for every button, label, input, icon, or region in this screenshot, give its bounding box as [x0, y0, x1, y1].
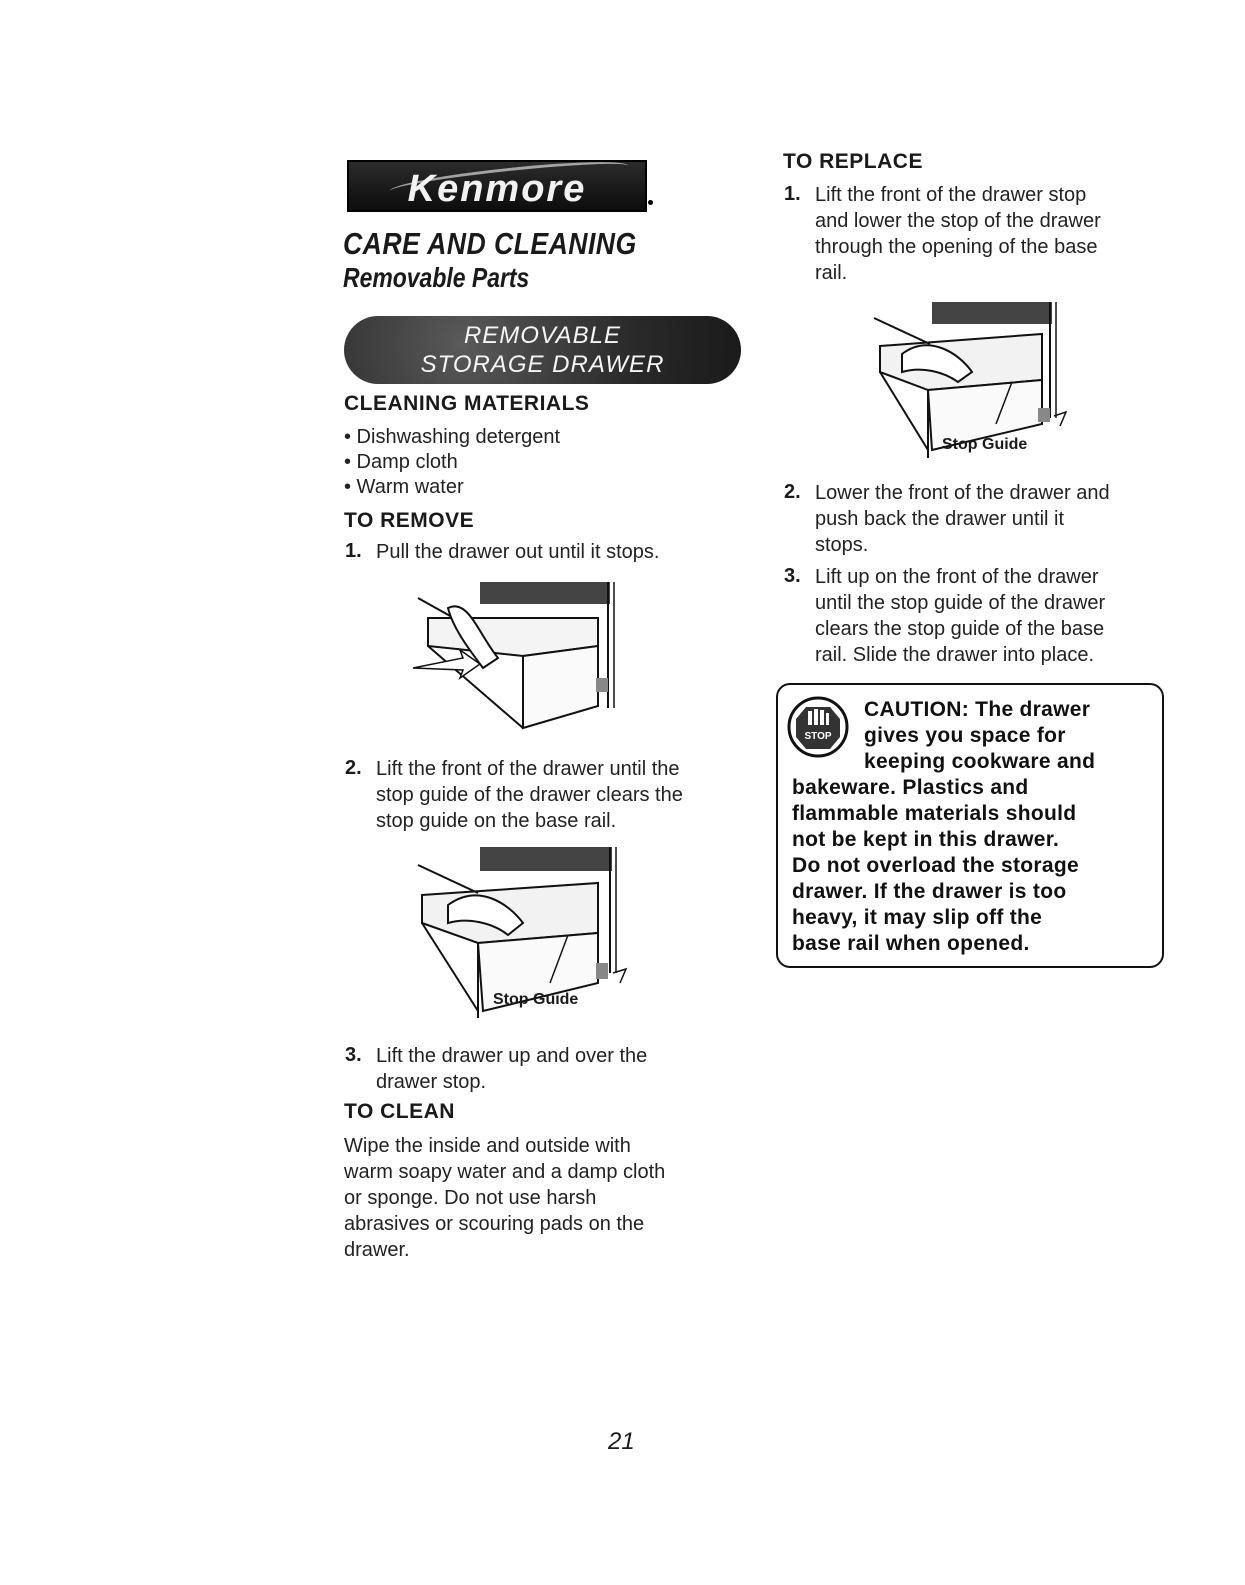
- logo-trademark-dot: [648, 200, 653, 205]
- replace-step-2-line: push back the drawer until it: [815, 508, 1065, 530]
- remove-step-2-line: Lift the front of the drawer until the: [376, 758, 680, 780]
- replace-step-3-line: rail. Slide the drawer into place.: [815, 644, 1095, 666]
- caution-line: keeping cookware and: [864, 750, 1096, 773]
- page-subtitle: Removable Parts: [343, 262, 530, 293]
- replace-step-3-number: 3.: [784, 565, 801, 587]
- logo-wordmark: Kenmore: [407, 168, 587, 210]
- caution-line: not be kept in this drawer.: [792, 828, 1060, 851]
- remove-step-3-line: Lift the drawer up and over the: [376, 1045, 648, 1067]
- caution-line: gives you space for: [864, 724, 1066, 747]
- replace-step-1-number: 1.: [784, 183, 801, 205]
- caution-box: [776, 683, 1164, 968]
- replace-step-2-line: Lower the front of the drawer and: [815, 482, 1110, 504]
- clean-line: abrasives or scouring pads on the: [344, 1213, 645, 1235]
- stop-sign-text: STOP: [804, 731, 832, 742]
- stop-guide-label: Stop Guide: [942, 436, 1028, 453]
- stop-hand-icon: [786, 695, 850, 759]
- banner-line-2: STORAGE DRAWER: [420, 351, 665, 378]
- replace-heading: TO REPLACE: [783, 150, 923, 173]
- replace-step-3-line: clears the stop guide of the base: [815, 618, 1105, 640]
- banner-line-1: REMOVABLE: [463, 322, 622, 349]
- drawer-pull-illustration: [408, 578, 638, 738]
- remove-heading: TO REMOVE: [344, 509, 475, 532]
- replace-step-1-line: rail.: [815, 262, 848, 284]
- caution-line: heavy, it may slip off the: [792, 906, 1043, 929]
- kenmore-logo: [347, 160, 647, 212]
- remove-step-3-number: 3.: [345, 1044, 362, 1066]
- caution-line: CAUTION: The drawer: [864, 698, 1091, 721]
- replace-step-3-line: Lift up on the front of the drawer: [815, 566, 1099, 588]
- section-banner: [344, 316, 741, 384]
- remove-step-2-line: stop guide of the drawer clears the: [376, 784, 683, 806]
- replace-step-2-number: 2.: [784, 481, 801, 503]
- caution-line: drawer. If the drawer is too: [792, 880, 1067, 903]
- replace-step-1-line: through the opening of the base: [815, 236, 1098, 258]
- replace-step-3-line: until the stop guide of the drawer: [815, 592, 1106, 614]
- caution-line: bakeware. Plastics and: [792, 776, 1029, 799]
- page-number: 21: [608, 1428, 635, 1455]
- remove-step-3-line: drawer stop.: [376, 1071, 487, 1093]
- replace-step-2-line: stops.: [815, 534, 869, 556]
- caution-line: Do not overload the storage: [792, 854, 1079, 877]
- remove-step-1-text: Pull the drawer out until it stops.: [376, 541, 660, 563]
- clean-heading: TO CLEAN: [344, 1100, 455, 1123]
- clean-line: drawer.: [344, 1239, 410, 1261]
- material-item: • Damp cloth: [344, 451, 458, 473]
- stop-guide-label: Stop Guide: [493, 991, 579, 1008]
- materials-heading: CLEANING MATERIALS: [344, 392, 590, 415]
- clean-line: or sponge. Do not use harsh: [344, 1187, 597, 1209]
- clean-line: Wipe the inside and outside with: [344, 1135, 631, 1157]
- page-title: CARE AND CLEANING: [343, 226, 637, 261]
- clean-line: warm soapy water and a damp cloth: [344, 1161, 666, 1183]
- remove-step-2-number: 2.: [345, 757, 362, 779]
- replace-step-1-line: and lower the stop of the drawer: [815, 210, 1101, 232]
- remove-step-1-number: 1.: [345, 540, 362, 562]
- replace-step-1-line: Lift the front of the drawer stop: [815, 184, 1087, 206]
- material-item: • Dishwashing detergent: [344, 426, 561, 448]
- remove-step-2-line: stop guide on the base rail.: [376, 810, 617, 832]
- material-item: • Warm water: [344, 476, 464, 498]
- caution-line: base rail when opened.: [792, 932, 1030, 955]
- caution-line: flammable materials should: [792, 802, 1077, 825]
